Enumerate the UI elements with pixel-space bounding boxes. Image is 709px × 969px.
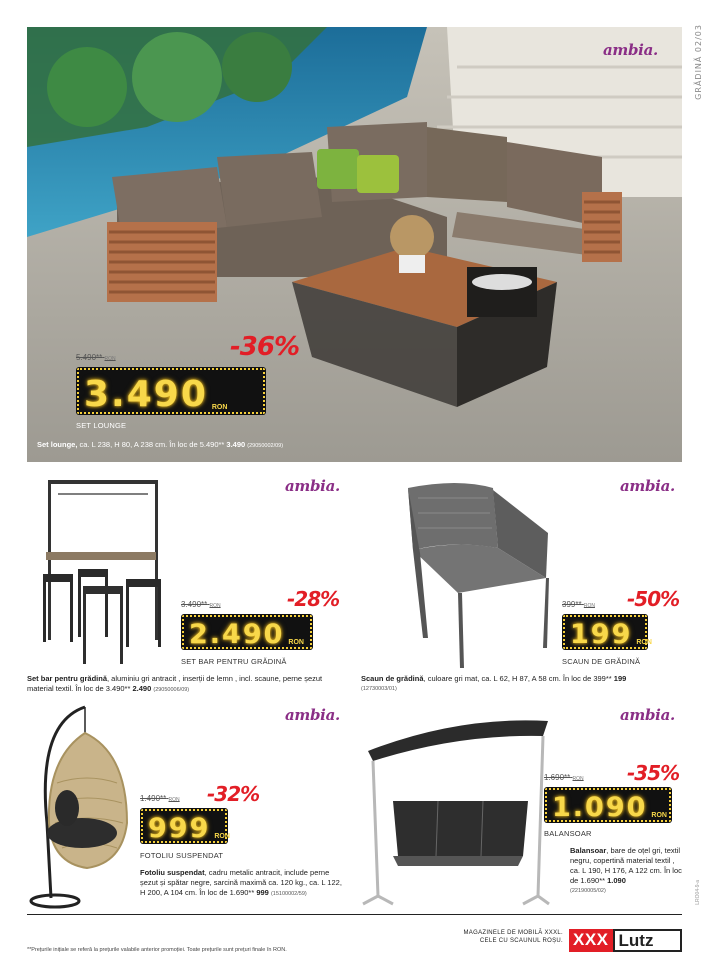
ambia-logo-chair: ambia. [620,477,675,495]
bar-set-illustration [38,474,168,670]
ambia-logo-bar: ambia. [285,477,340,495]
hero-price-marquee: 3.490 RON [76,367,266,415]
swing-old-price: 1.690** RON [544,773,584,782]
ambia-logo-swing: ambia. [620,706,675,724]
hanging-description: Fotoliu suspendat, cadru metalic antracit, include perne șezut și spătar negre, sarcină maximă ca. 120 kg., ca. L 122, H 200, A 104 cm. În loc de 1.690** 999 (15100002/59) [140,868,342,897]
chair-product-label: SCAUN DE GRĂDINĂ [562,657,641,666]
hanging-discount-badge: -32% [207,782,260,806]
catalog-code: LRO04-9-a [695,880,701,905]
chair-discount-badge: -50% [627,587,680,611]
bar-old-price: 3.490** RON [181,600,221,609]
hero-product-label: SET LOUNGE [76,421,127,430]
hero-old-price: 5.490** RON [76,353,116,362]
footer-divider [27,914,682,915]
hanging-product-label: FOTOLIU SUSPENDAT [140,851,224,860]
swing-price-marquee: 1.090 RON [544,787,672,823]
hanging-chair-illustration [27,703,137,913]
section-label: GRĂDINĂ 02/03 [694,24,703,100]
bar-discount-badge: -28% [287,587,340,611]
swing-product-label: BALANSOAR [544,829,592,838]
swing-discount-badge: -35% [627,761,680,785]
hero-discount-badge: -36% [230,332,300,362]
bar-description: Set bar pentru grădină, aluminiu gri antracit , inserții de lemn , incl. scaune, perne șezut material textil. În loc de 3.490** 2.490 (29050006/09) [27,674,323,693]
bar-price-marquee: 2.490 RON [181,614,313,650]
hanging-price-marquee: 999 RON [140,808,228,844]
chair-price-marquee: 199 RON [562,614,648,650]
ambia-logo-hanging: ambia. [285,706,340,724]
hanging-old-price: 1.490** RON [140,794,180,803]
xxxlutz-logo: XXX Lutz [569,929,682,952]
ambia-logo-hero: ambia. [603,41,658,59]
chair-old-price: 399** RON [562,600,595,609]
garden-chair-illustration [398,478,553,668]
hero-description: Set lounge, ca. L 238, H 80, A 238 cm. În loc de 5.490** 3.490 (29050002/09) [37,440,284,449]
store-slogan: MAGAZINELE DE MOBILĂ XXXL. CELE CU SCAUNUL ROȘU. [463,930,563,944]
price-footnote: **Prețurile inițiale se referă la prețurile valabile anterior promoției. Toate prețurile sunt prețuri finale în RON. [27,947,287,953]
chair-description: Scaun de grădină, culoare gri mat, ca. L 62, H 87, A 58 cm. În loc de 399** 199 (12730003/01) [361,674,627,692]
swing-illustration [358,716,550,906]
swing-description: Balansoar, bare de oțel gri, textil negru, copertină material textil , ca. L 190, H 176, A 122 cm. În loc de 1.690** 1.090 (22190005/02) [570,846,682,894]
bar-product-label: SET BAR PENTRU GRĂDINĂ [181,657,287,666]
